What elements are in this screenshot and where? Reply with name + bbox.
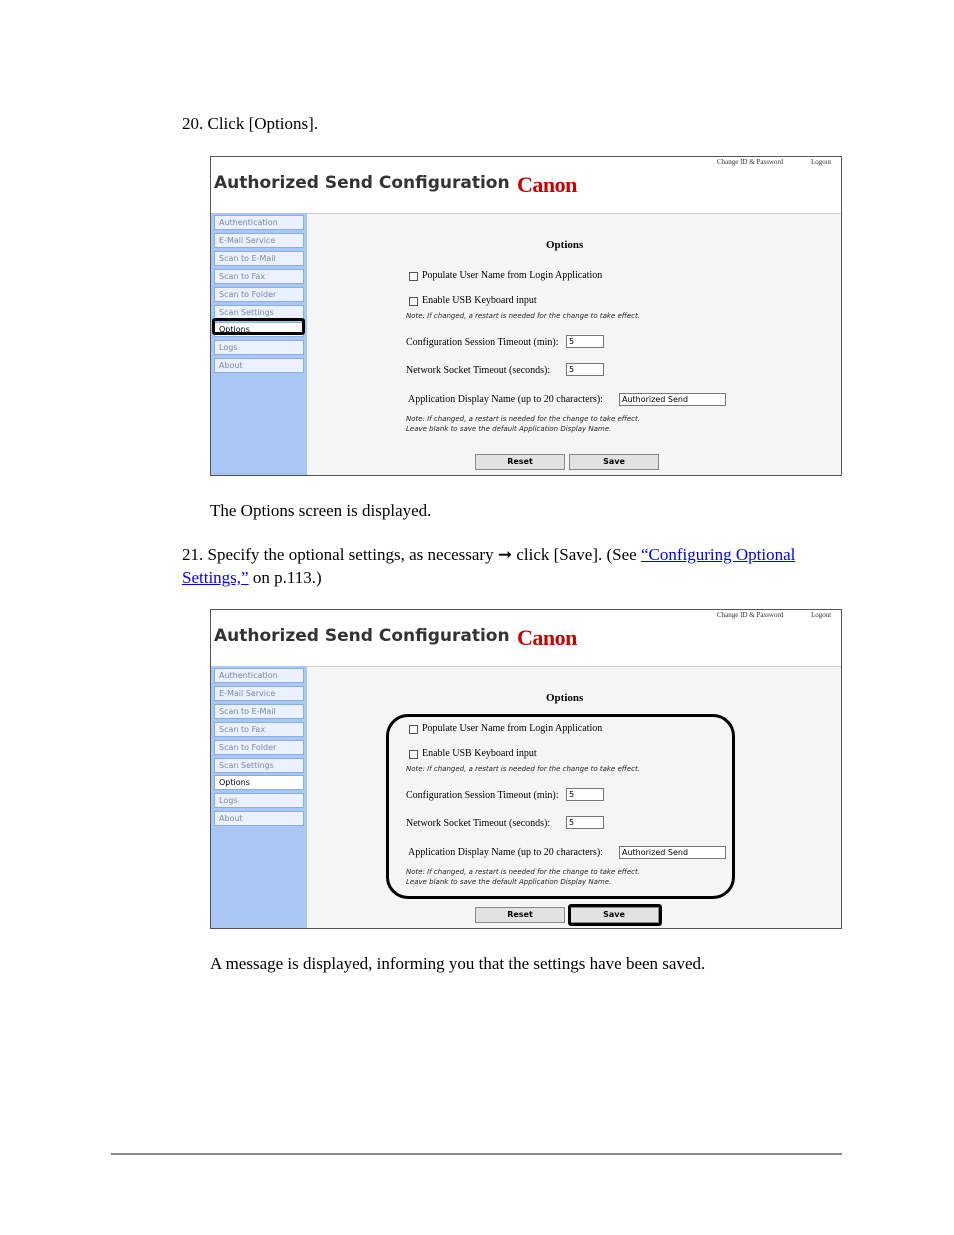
nav-scan-to-email[interactable]: Scan to E-Mail [214,251,304,266]
nav-scan-to-fax[interactable]: Scan to Fax [214,722,304,737]
nav-authentication[interactable]: Authentication [214,215,304,230]
nav-scan-to-fax[interactable]: Scan to Fax [214,269,304,284]
nav-options[interactable]: Options [214,775,304,790]
canon-logo: Canon [517,625,577,650]
configuring-optional-settings-link[interactable]: “Configuring Optional Settings,” [182,545,796,587]
blank-note: Leave blank to save the default Application Display Name. [406,878,612,886]
populate-username-label: Populate User Name from Login Application [422,723,603,734]
nav-logs[interactable]: Logs [214,340,304,355]
caption-options-displayed: The Options screen is displayed. [210,501,432,520]
reset-button[interactable]: Reset [475,454,565,470]
socket-timeout-input[interactable]: 5 [566,816,604,829]
caption-settings-saved: A message is displayed, informing you that the settings have been saved. [210,954,706,973]
display-name-input[interactable]: Authorized Send [619,393,726,406]
session-timeout-label: Configuration Session Timeout (min): [406,337,559,348]
blank-note: Leave blank to save the default Application Display Name. [406,425,612,433]
display-name-input[interactable]: Authorized Send [619,846,726,859]
session-timeout-input[interactable]: 5 [566,335,604,348]
logout-link[interactable]: Logout [811,158,832,166]
logout-link[interactable]: Logout [811,611,832,619]
step-20-text: 20. Click [Options]. [182,114,318,133]
usb-keyboard-label: Enable USB Keyboard input [422,295,537,306]
display-name-label: Application Display Name (up to 20 characters): [408,847,603,858]
nav-email-service[interactable]: E-Mail Service [214,233,304,248]
socket-timeout-label: Network Socket Timeout (seconds): [406,365,551,376]
restart-note-2: Note: If changed, a restart is needed for the change to take effect. [406,868,640,876]
change-id-password-link[interactable]: Change ID & Password [717,158,784,166]
step-21-text [182,543,822,589]
nav-scan-settings[interactable]: Scan Settings [214,758,304,773]
session-timeout-label: Configuration Session Timeout (min): [406,790,559,801]
socket-timeout-label: Network Socket Timeout (seconds): [406,818,551,829]
socket-timeout-input[interactable]: 5 [566,363,604,376]
populate-username-label: Populate User Name from Login Application [422,270,603,281]
app-title: Authorized Send Configuration [214,173,510,193]
populate-username-checkbox[interactable] [409,272,418,281]
save-button[interactable]: Save [569,907,659,923]
change-id-password-link[interactable]: Change ID & Password [717,611,784,619]
app-header [211,610,841,667]
usb-keyboard-label: Enable USB Keyboard input [422,748,537,759]
app-header [211,157,841,214]
display-name-label: Application Display Name (up to 20 characters): [408,394,603,405]
step-21-text-start: 21. Specify the optional settings, as necessary ➞ click [Save]. (See [182,545,641,564]
nav-about[interactable]: About [214,358,304,373]
options-screenshot-1 [210,156,842,476]
nav-logs[interactable]: Logs [214,793,304,808]
nav-scan-to-folder[interactable]: Scan to Folder [214,740,304,755]
nav-about[interactable]: About [214,811,304,826]
options-screenshot-2 [210,609,842,929]
footer-rule [111,1153,842,1155]
usb-keyboard-checkbox[interactable] [409,297,418,306]
restart-note: Note: If changed, a restart is needed for the change to take effect. [406,765,640,773]
nav-scan-settings[interactable]: Scan Settings [214,305,304,320]
nav-email-service[interactable]: E-Mail Service [214,686,304,701]
nav-scan-to-folder[interactable]: Scan to Folder [214,287,304,302]
reset-button[interactable]: Reset [475,907,565,923]
restart-note: Note: If changed, a restart is needed for the change to take effect. [406,312,640,320]
populate-username-checkbox[interactable] [409,725,418,734]
nav-scan-to-email[interactable]: Scan to E-Mail [214,704,304,719]
options-heading: Options [546,692,584,704]
session-timeout-input[interactable]: 5 [566,788,604,801]
app-title: Authorized Send Configuration [214,626,510,646]
restart-note-2: Note: If changed, a restart is needed for the change to take effect. [406,415,640,423]
usb-keyboard-checkbox[interactable] [409,750,418,759]
save-button[interactable]: Save [569,454,659,470]
step-21-text-end: on p.113.) [248,568,322,587]
nav-options[interactable]: Options [214,322,304,337]
options-heading: Options [546,239,584,251]
nav-authentication[interactable]: Authentication [214,668,304,683]
canon-logo: Canon [517,172,577,197]
